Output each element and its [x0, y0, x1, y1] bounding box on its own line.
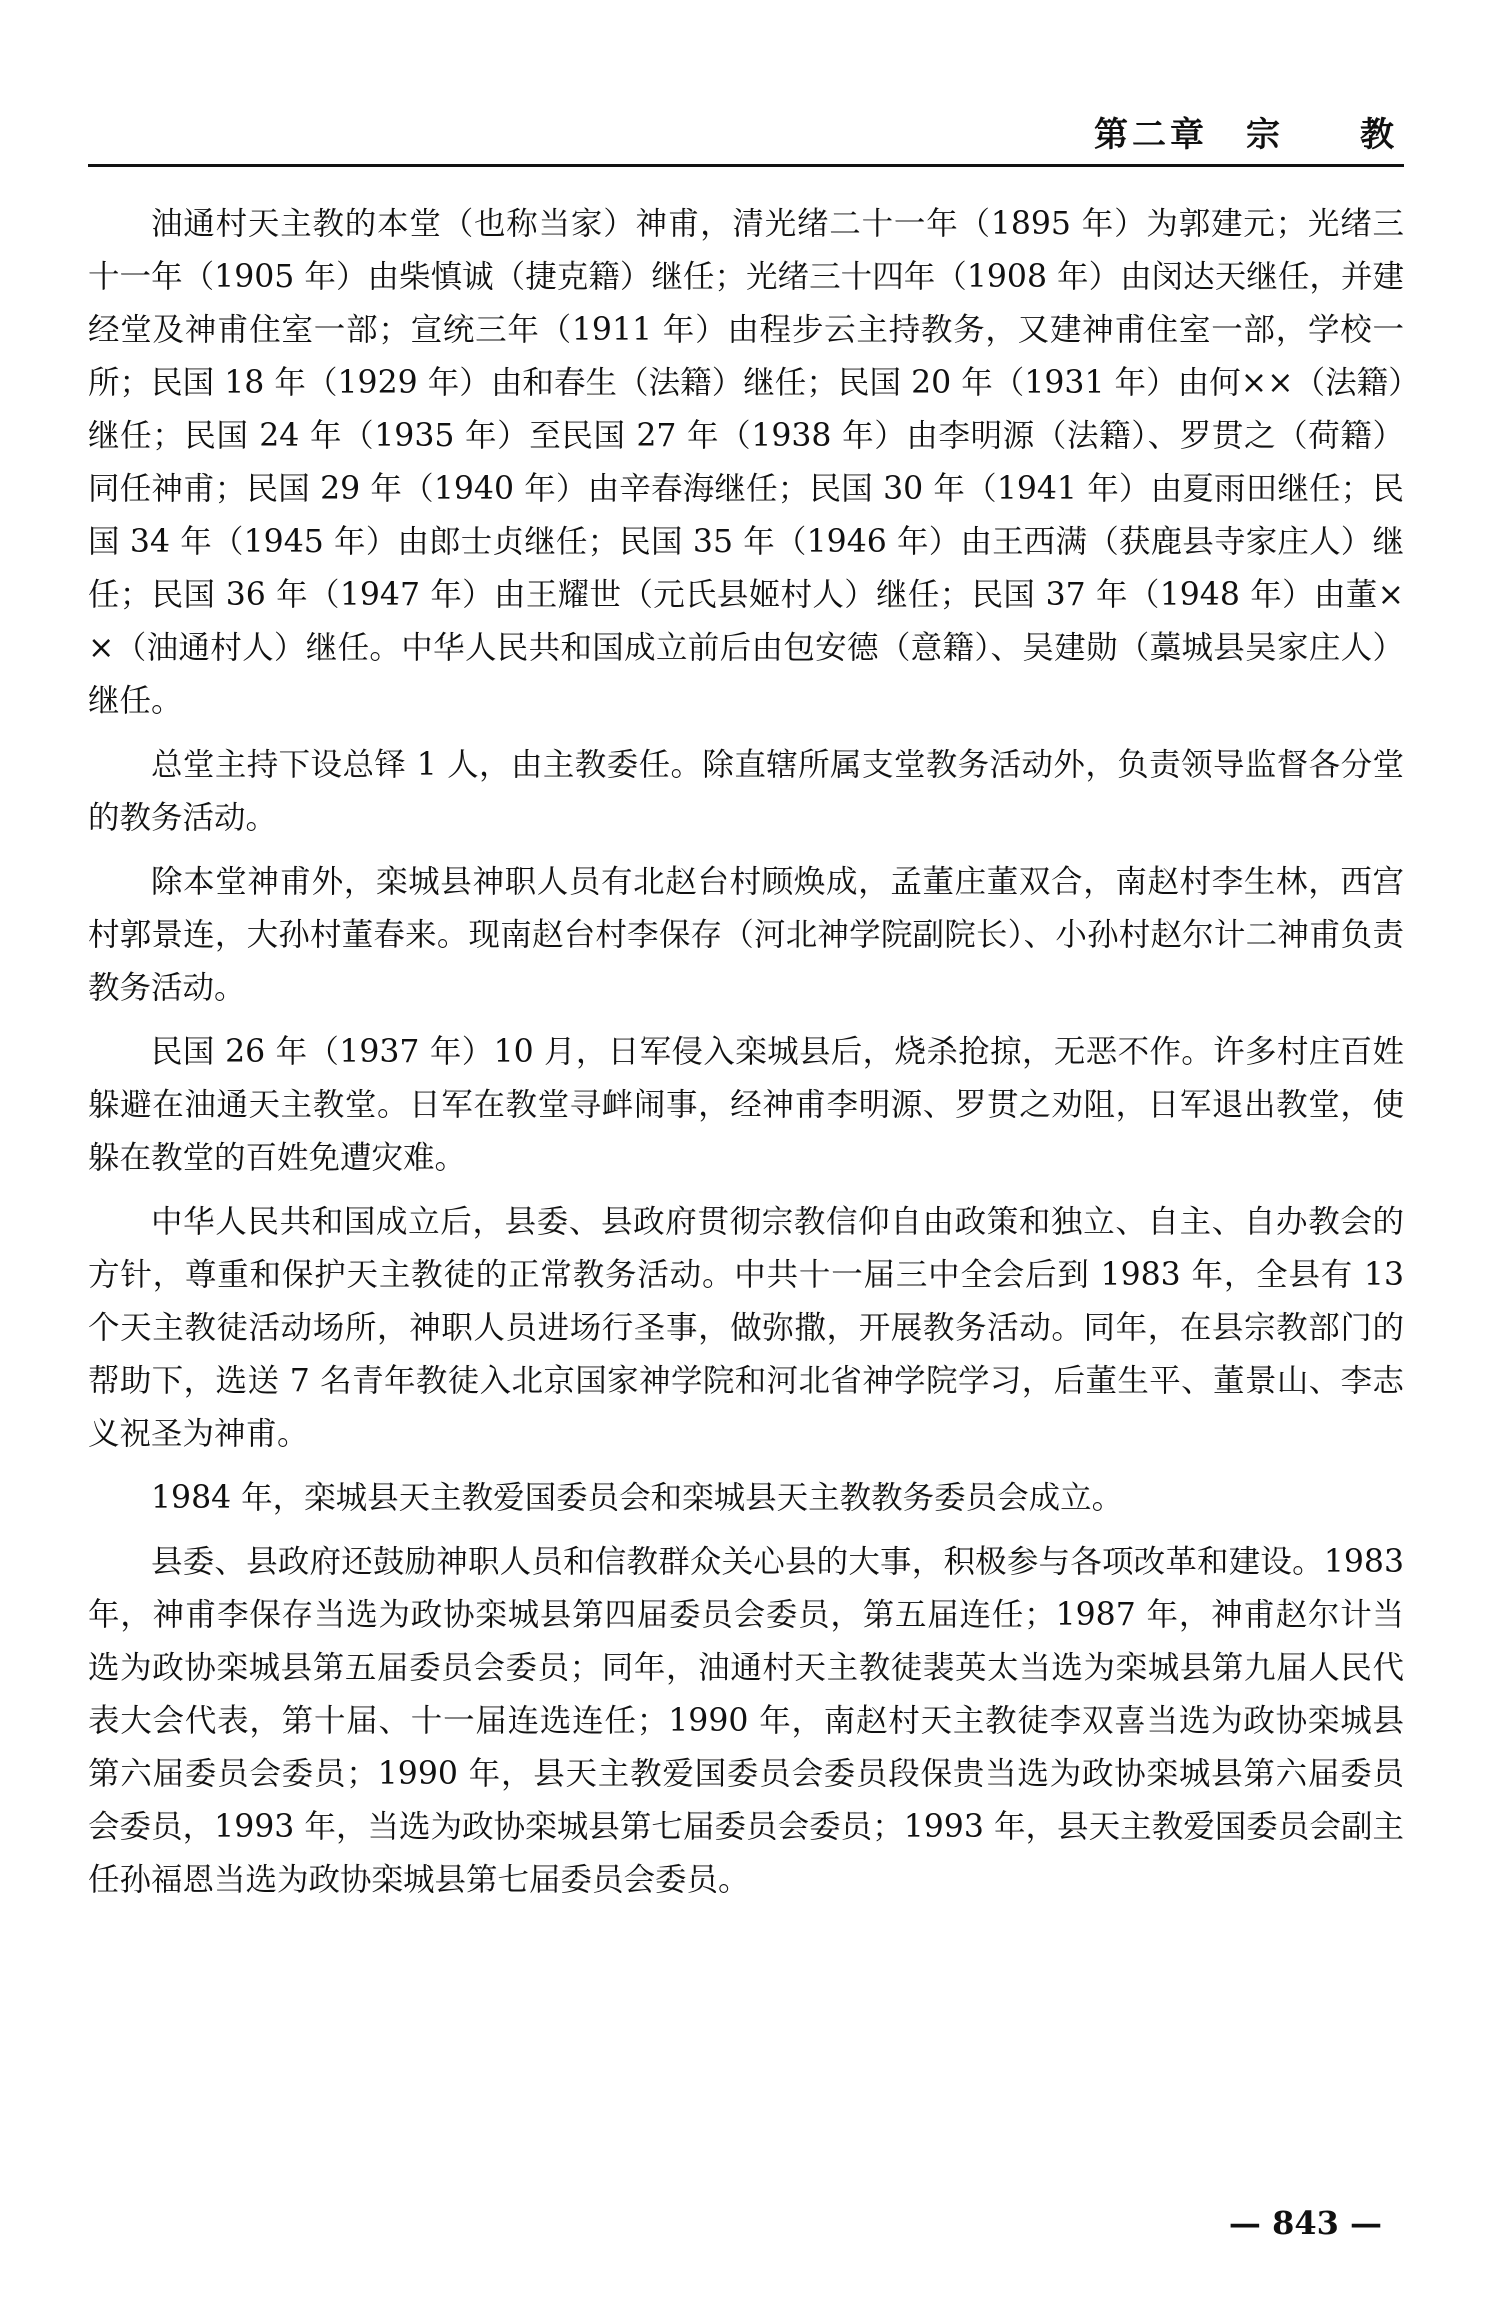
chapter-title: 第二章 宗 教 — [1094, 115, 1398, 155]
page-number: — 843 — — [1228, 2204, 1382, 2242]
paragraph-clergy: 除本堂神甫外，栾城县神职人员有北赵台村顾焕成，孟董庄董双合，南赵村李生林，西宫村郭景连，大孙村董春来。现南赵台村李保存（河北神学院副院长）、小孙村赵尔计二神甫负责教务活动。 — [88, 864, 1404, 1006]
page-body — [88, 198, 1404, 1918]
page-header — [88, 108, 1404, 167]
paragraph-after-1949: 中华人民共和国成立后，县委、县政府贯彻宗教信仰自由政策和独立、自主、自办教会的方针，尊重和保护天主教徒的正常教务活动。中共十一届三中全会后到 1983 年，全县有 13 个天主教徒活动场所，神职人员进场行圣事，做弥撒，开展教务活动。同年，在县宗教部门的帮助下，选送 7 名青年教徒入北京国家神学院和河北省神学院学习，后董生平、董景山、李志义祝圣为神甫。 — [88, 1204, 1404, 1452]
paragraph-participation: 县委、县政府还鼓励神职人员和信教群众关心县的大事，积极参与各项改革和建设。1983 年，神甫李保存当选为政协栾城县第四届委员会委员，第五届连任；1987 年，神甫赵尔计当选为政协栾城县第五届委员会委员；同年，油通村天主教徒裴英太当选为栾城县第九届人民代表大会代表，第十届、十一届连选连任；1990 年，南赵村天主教徒李双喜当选为政协栾城县第六届委员会委员；1990 年，县天主教爱国委员会委员段保贵当选为政协栾城县第六届委员会委员，1993 年，当选为政协栾城县第七届委员会委员；1993 年，县天主教爱国委员会副主任孙福恩当选为政协栾城县第七届委员会委员。 — [88, 1544, 1404, 1898]
paragraph-pastors-history: 油通村天主教的本堂（也称当家）神甫，清光绪二十一年（1895 年）为郭建元；光绪三十一年（1905 年）由柴慎诚（捷克籍）继任；光绪三十四年（1908 年）由闵达天继任，并建经堂及神甫住室一部；宣统三年（1911 年）由程步云主持教务，又建神甫住室一部，学校一所；民国 18 年（1929 年）由和春生（法籍）继任；民国 20 年（1931 年）由何××（法籍）继任；民国 24 年（1935 年）至民国 27 年（1938 年）由李明源（法籍）、罗贯之（荷籍）同任神甫；民国 29 年（1940 年）由辛春海继任；民国 30 年（1941 年）由夏雨田继任；民国 34 年（1945 年）由郎士贞继任；民国 35 年（1946 年）由王西满（获鹿县寺家庄人）继任；民国 36 年（1947 年）由王耀世（元氏县姬村人）继任；民国 37 年（1948 年）由董××（油通村人）继任。中华人民共和国成立前后由包安德（意籍）、吴建勋（藁城县吴家庄人）继任。 — [88, 206, 1404, 719]
paragraph-general-church: 总堂主持下设总铎 1 人，由主教委任。除直辖所属支堂教务活动外，负责领导监督各分堂的教务活动。 — [88, 747, 1404, 836]
paragraph-1937-events: 民国 26 年（1937 年）10 月，日军侵入栾城县后，烧杀抢掠，无恶不作。许多村庄百姓躲避在油通天主教堂。日军在教堂寻衅闹事，经神甫李明源、罗贯之劝阻，日军退出教堂，使躲在教堂的百姓免遭灾难。 — [88, 1034, 1404, 1176]
paragraph-1984: 1984 年，栾城县天主教爱国委员会和栾城县天主教教务委员会成立。 — [151, 1480, 1124, 1516]
